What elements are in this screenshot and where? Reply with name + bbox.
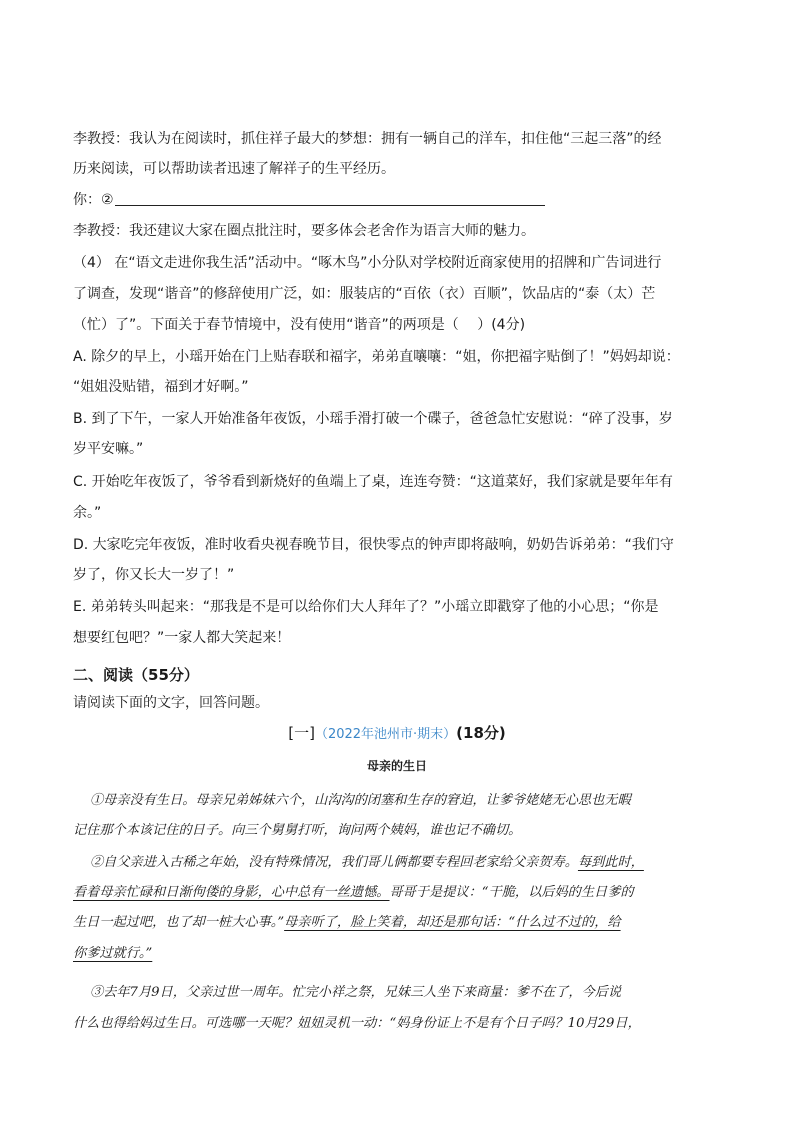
question-4-line-1: （4） 在“语文走进你我生活”活动中。“啄木鸟”小分队对学校附近商家使用的招牌和广告词进行 xyxy=(73,255,662,271)
answer-blank-row xyxy=(73,190,545,210)
option-b-line-2: 岁平安嘛。” xyxy=(73,441,144,457)
underlined-sentence-2a: 母亲听了，脸上笑着，却还是那句话：“什么过不过的，给 xyxy=(284,915,621,930)
answer-blank-line[interactable] xyxy=(115,191,545,206)
paragraph-2-text: 生日一起过吧，也了却一桩大心事。” xyxy=(73,915,285,930)
option-e-line-2: 想要红包吧？”一家人都大笑起来！ xyxy=(73,630,291,646)
option-c-line-1: C. 开始吃年夜饭了，爷爷看到新烧好的鱼端上了桌，连连夸赞：“这道菜好，我们家就是要年年有 xyxy=(73,474,673,490)
underlined-sentence-1a: 每到此时， xyxy=(577,855,644,870)
paragraph-2-line-3 xyxy=(73,913,621,933)
paragraph-1-line-2: 记住那个本该记住的日子。向三个舅舅打听，询问两个姨妈，谁也记不确切。 xyxy=(73,823,522,838)
paragraph-2-line-2 xyxy=(73,883,634,903)
answer-prefix: 你：② xyxy=(73,192,114,208)
passage-title: 母亲的生日 xyxy=(366,759,427,773)
question-4-line-3: （忙）了”。下面关于春节情境中，没有使用“谐音”的两项是（ ）(4分) xyxy=(73,317,526,333)
passage-points: (18分) xyxy=(456,724,506,742)
option-c-line-2: 余。” xyxy=(73,505,102,521)
dialogue-line-2: 历来阅读，可以帮助读者迅速了解祥子的生平经历。 xyxy=(73,161,395,177)
paragraph-1-line-1: ①母亲没有生日。母亲兄弟姊妹六个，山沟沟的闭塞和生存的窘迫，让爹爷姥姥无心思也无暇 xyxy=(90,793,631,808)
option-d-line-2: 岁了，你又长大一岁了！” xyxy=(73,567,235,583)
paragraph-3-line-1: ③去年7月9日，父亲过世一周年。忙完小祥之祭，兄妹三人坐下来商量：爹不在了，今后说 xyxy=(90,985,622,1000)
dialogue-line-1: 李教授：我认为在阅读时，抓住祥子最大的梦想：拥有一辆自己的洋车，扣住他“三起三落”的经 xyxy=(73,131,662,147)
option-e-line-1: E. 弟弟转头叫起来：“那我是不是可以给你们大人拜年了？”小瑶立即戳穿了他的小心思；“你是 xyxy=(73,599,659,615)
paragraph-2-line-4 xyxy=(73,944,152,964)
dialogue-line-3: 李教授：我还建议大家在圈点批注时，要多体会老舍作为语言大师的魅力。 xyxy=(73,223,535,239)
paragraph-2-line-1 xyxy=(90,853,644,873)
underlined-sentence-1b: 看着母亲忙碌和日渐佝偻的身影，心中总有一丝遗憾。 xyxy=(73,885,390,900)
passage-header xyxy=(0,723,794,745)
paragraph-3-line-2: 什么也得给妈过生日。可选哪一天呢？妞妞灵机一动：“妈身份证上不是有个日子吗？10月29日， xyxy=(73,1016,641,1031)
option-a-line-2: “姐姐没贴错，福到才好啊。” xyxy=(73,379,249,395)
option-b-line-1: B. 到了下午，一家人开始准备年夜饭，小瑶手滑打破一个碟子，爸爸急忙安慰说：“碎了没事，岁 xyxy=(73,411,673,427)
question-4-line-2: 了调查，发现“谐音”的修辞使用广泛，如：服装店的“百依（衣）百顺”，饮品店的“泰（太）芒 xyxy=(73,286,656,302)
underlined-sentence-2b: 你爹过就行。” xyxy=(73,946,153,961)
passage-source: （2022年池州市·期末） xyxy=(314,727,457,742)
section-2-title: 二、阅读（55分） xyxy=(73,666,199,684)
section-2-instruction: 请阅读下面的文字，回答问题。 xyxy=(73,695,269,711)
option-a-line-1: A. 除夕的早上，小瑶开始在门上贴春联和福字，弟弟直嚷嚷：“姐，你把福字贴倒了！”妈妈却说： xyxy=(73,349,680,365)
paragraph-2-text: ②自父亲进入古稀之年始，没有特殊情况，我们哥儿俩都要专程回老家给父亲贺寿。 xyxy=(90,855,578,870)
option-d-line-1: D. 大家吃完年夜饭，准时收看央视春晚节目，很快零点的钟声即将敲响，奶奶告诉弟弟：“我们守 xyxy=(73,537,674,553)
passage-number: [一] xyxy=(288,724,315,742)
paragraph-2-text: 哥哥于是提议：“干脆，以后妈的生日爹的 xyxy=(389,885,634,900)
